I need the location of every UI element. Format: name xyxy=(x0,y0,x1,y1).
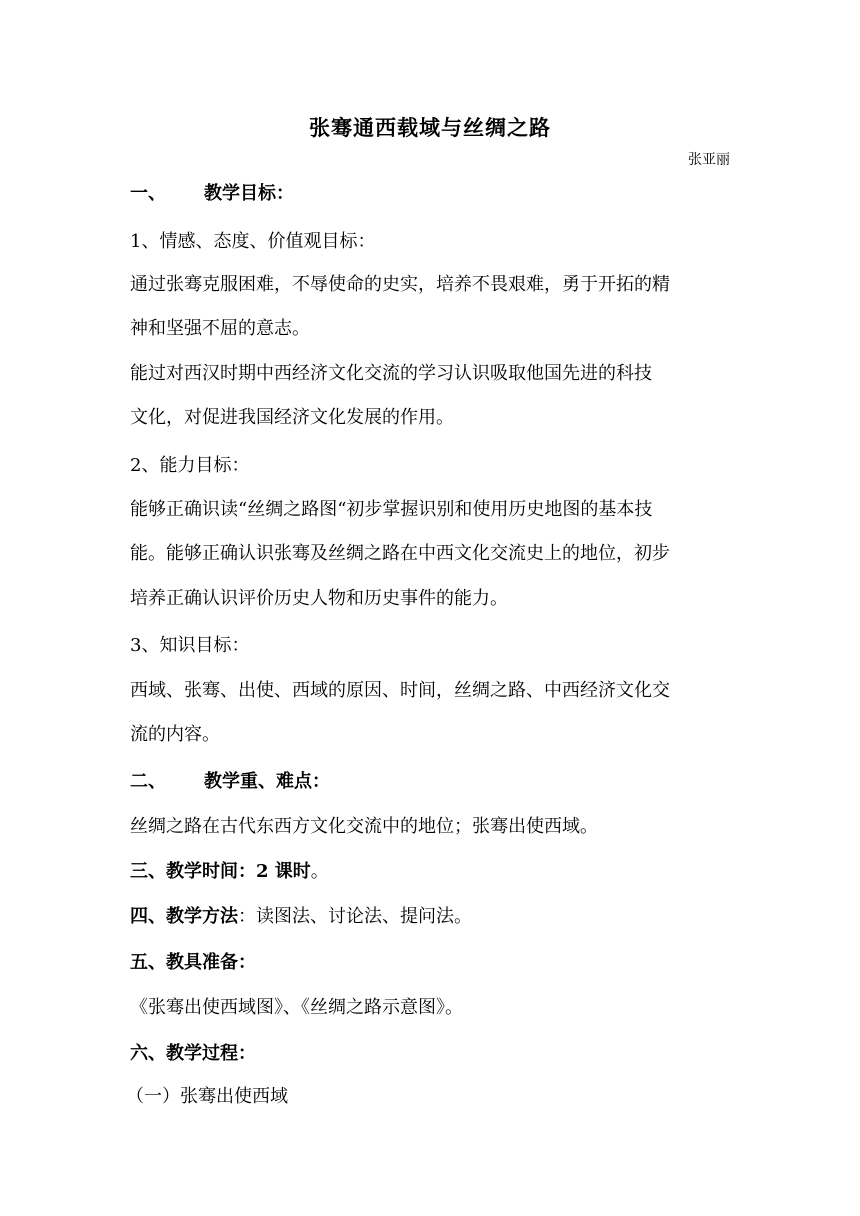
objective-1-paragraph-1-line-2: 神和坚强不屈的意志。 xyxy=(130,318,310,339)
section-2-number: 二、 xyxy=(130,771,166,792)
section-1-number: 一、 xyxy=(130,183,166,204)
author-name: 张亚丽 xyxy=(688,152,730,168)
section-3-label: 三、教学时间： xyxy=(130,861,256,882)
objective-1-paragraph-2-line-1: 能过对西汉时期中西经济文化交流的学习认识吸取他国先进的科技 xyxy=(130,363,652,384)
objective-2-line-2: 能。能够正确认识张骞及丝绸之路在中西文化交流史上的地位，初步 xyxy=(130,543,670,564)
section-2-title: 教学重、难点： xyxy=(204,771,330,792)
objective-3-line-2: 流的内容。 xyxy=(130,724,220,745)
section-1-title: 教学目标： xyxy=(204,183,294,204)
section-4-value: ：读图法、讨论法、提问法。 xyxy=(238,906,472,927)
section-3-value: 2 课时 xyxy=(256,861,311,882)
objective-3-heading: 3、知识目标： xyxy=(130,635,250,656)
document-title: 张骞通西载域与丝绸之路 xyxy=(309,115,551,140)
section-4 xyxy=(130,904,740,930)
section-1-heading xyxy=(130,181,740,207)
objective-1-paragraph-2-line-2: 文化，对促进我国经济文化发展的作用。 xyxy=(130,407,454,428)
section-3-tail: 。 xyxy=(310,861,329,882)
section-6-subheading-1: （一）张骞出使西域 xyxy=(126,1086,288,1107)
objective-2-heading: 2、能力目标： xyxy=(130,455,250,476)
section-5-content: 《张骞出使西域图》、《丝绸之路示意图》。 xyxy=(130,997,463,1018)
section-5-heading: 五、教具准备： xyxy=(130,952,256,973)
section-2-heading xyxy=(130,769,740,795)
objective-3-line-1: 西域、张骞、出使、西域的原因、时间，丝绸之路、中西经济文化交 xyxy=(130,680,670,701)
section-6-heading: 六、教学过程： xyxy=(130,1043,256,1064)
section-4-label: 四、教学方法 xyxy=(130,906,238,927)
section-3 xyxy=(130,859,740,885)
section-2-content: 丝绸之路在古代东西方文化交流中的地位；张骞出使西域。 xyxy=(130,816,598,837)
objective-2-line-3: 培养正确认识评价历史人物和历史事件的能力。 xyxy=(130,588,508,609)
objective-1-paragraph-1-line-1: 通过张骞克服困难，不辱使命的史实，培养不畏艰难，勇于开拓的精 xyxy=(130,274,670,295)
objective-2-line-1: 能够正确识读“丝绸之路图“初步掌握识别和使用历史地图的基本技 xyxy=(130,499,653,520)
objective-1-heading: 1、情感、态度、价值观目标： xyxy=(130,231,376,252)
